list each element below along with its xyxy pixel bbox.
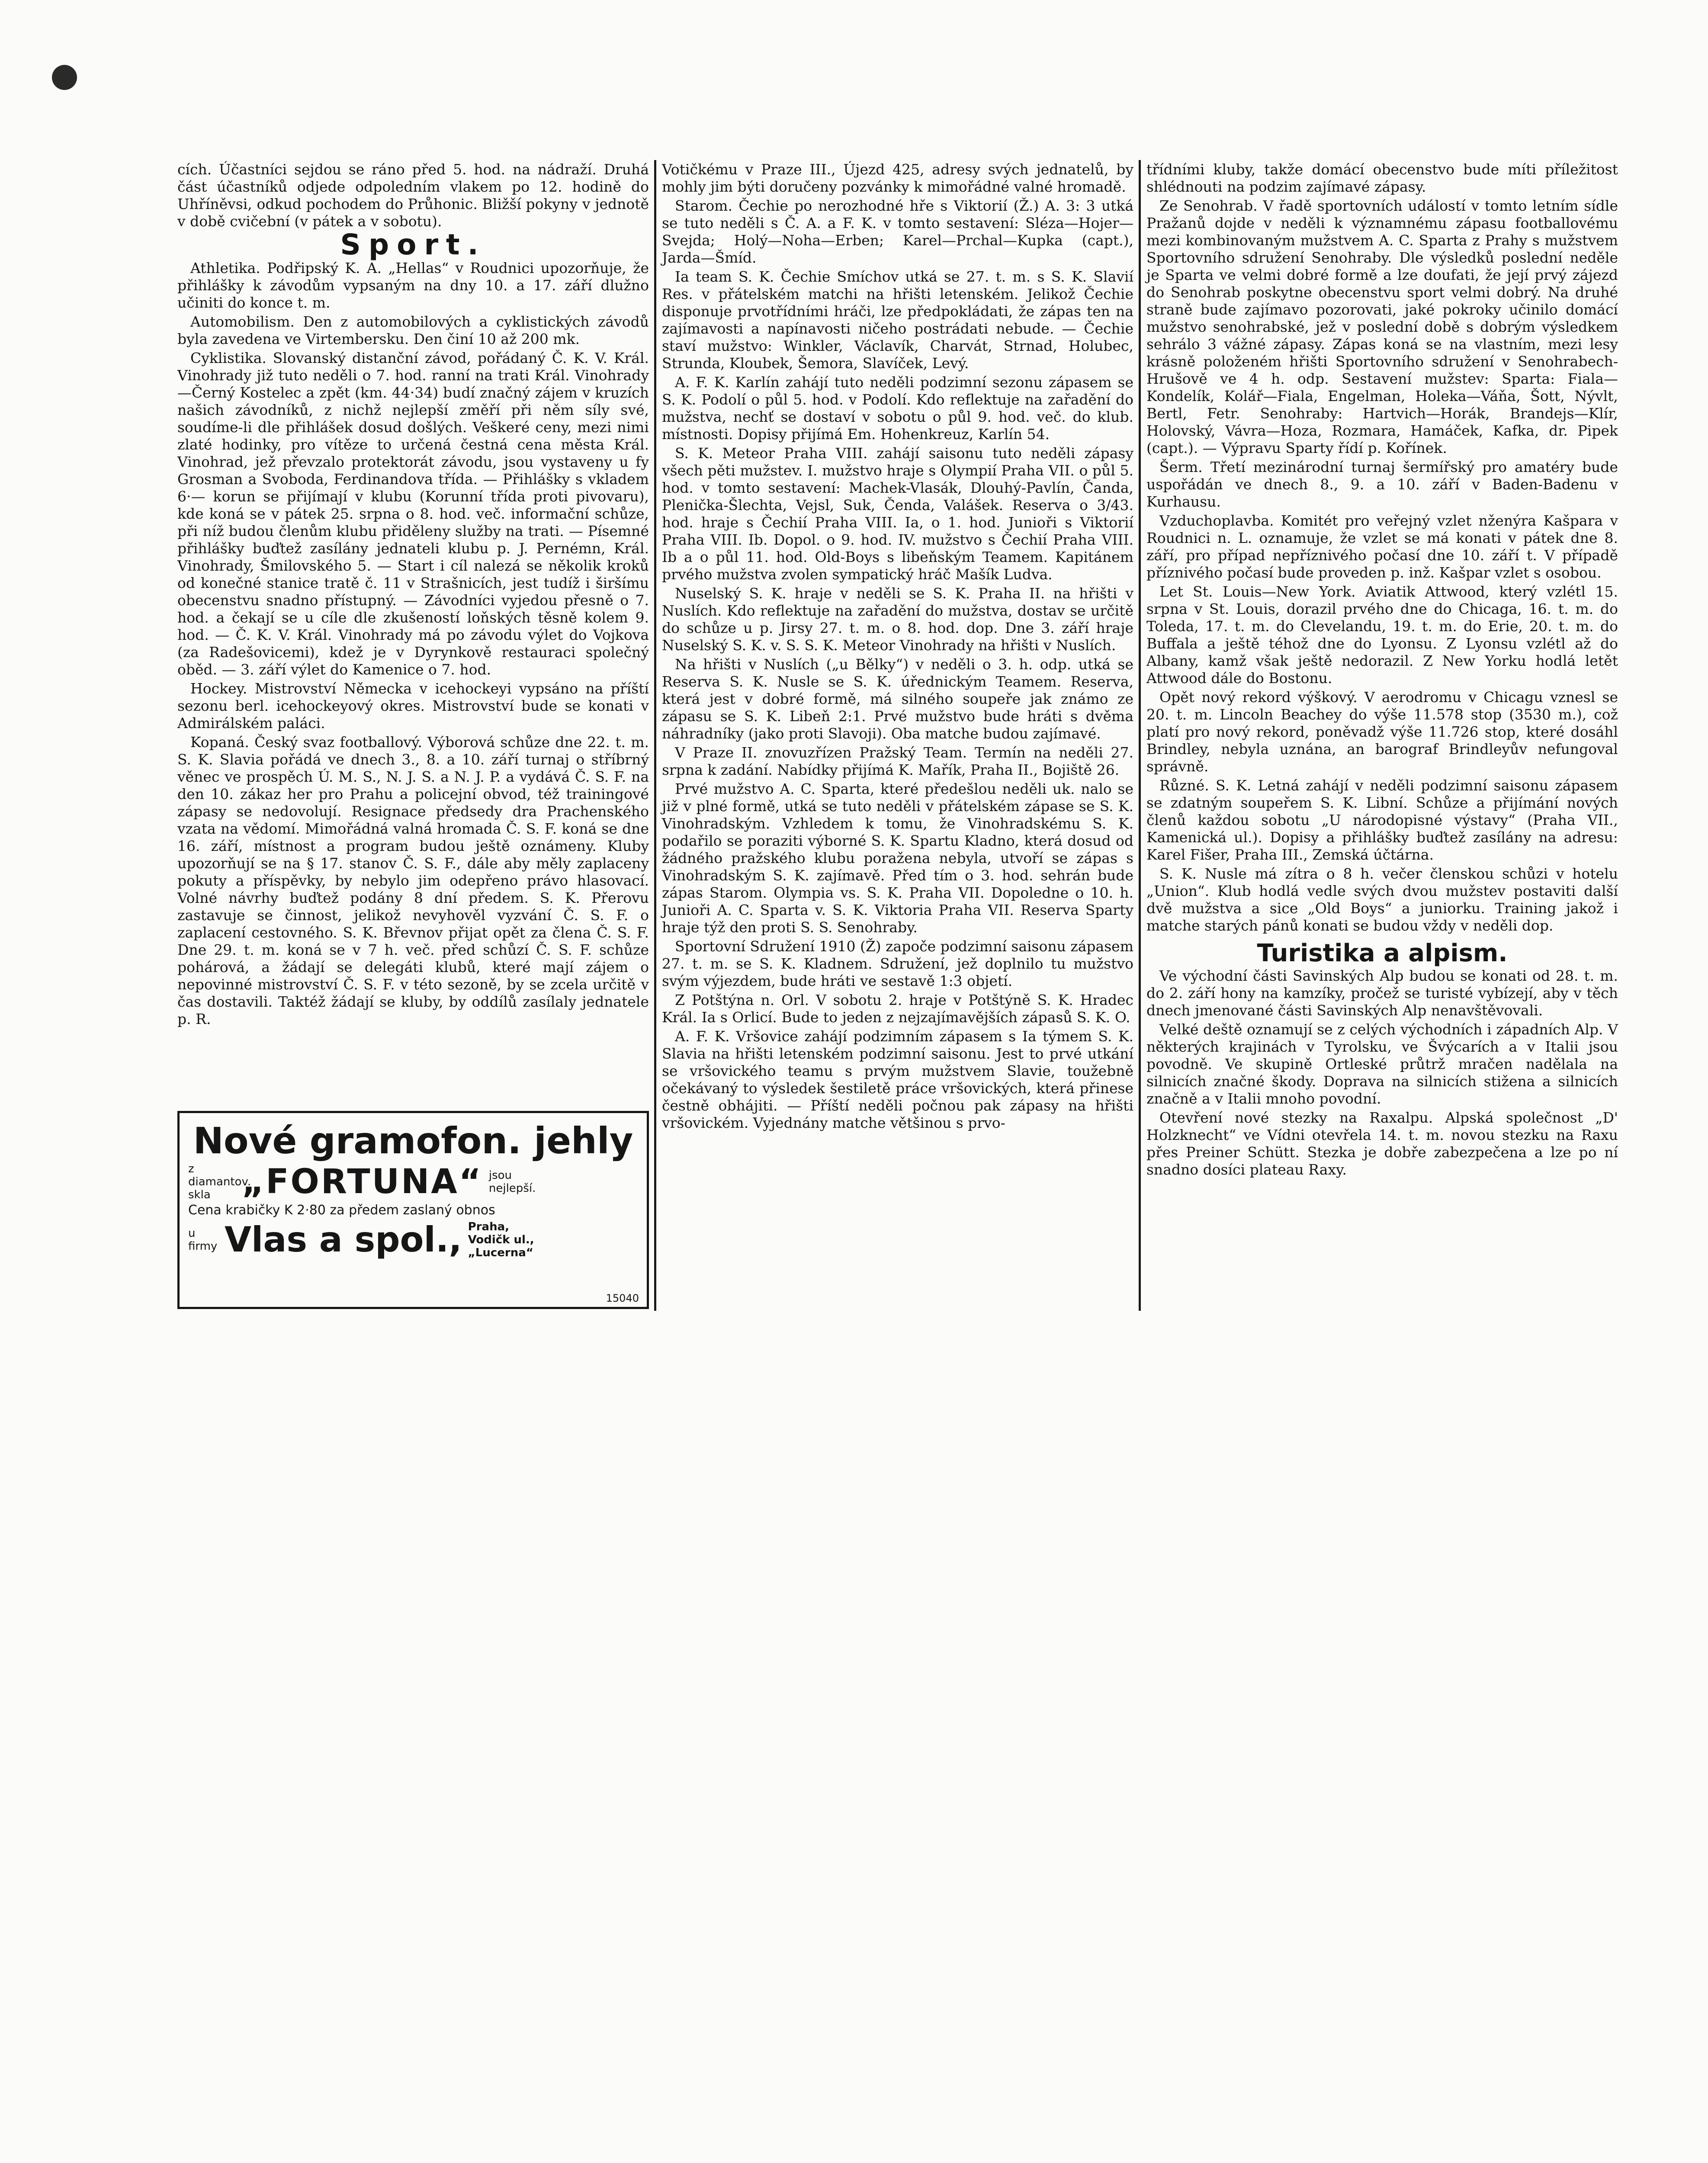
article-text: třídními kluby, takže domácí obecenstvo bude míti příležitost shlédnouti na podzim zajímavé zápasy. [1146,161,1618,195]
article-text: cích. Účastníci sejdou se ráno před 5. hod. na nádraží. Druhá část účastníků odjede odpoledním vlakem po 12. hodině do Uhříněvsi, odkud pochodem do Průhonic. Bližší pokyny v jednotě v době cvičební (v pátek a v sobotu). [177,161,649,230]
article-cyklistika: Cyklistika. Slovanský distanční závod, pořádaný Č. K. V. Král. Vinohrady již tuto neděli o 7. hod. ranní na trati Král. Vinohrady—Černý Kostelec a zpět (km. 44·34) budí značný zájem v kruzích našich závodníků, z nichž nejlepší změří při něm síly své, soudíme-li dle přihlášek dosud došlých. Veškeré ceny, mezi nimi zlaté hodinky, pro vítěze to určená čestná cena města Král. Vinohrad, jež převzalo protektorát závodu, jsou vystaveny u fy Grosman a Svoboda, Ferdinandova třída. — Přihlášky s vkladem 6·— korun se přijímají v klubu (Korunní třída proti pivovaru), kde koná se v pátek 25. srpna o 8. hod. več. informační schůze, při níž budou členům klubu přiděleny služby na trati. — Písemné přihlášky buďtež zasílány jednateli klubu p. J. Pernémn, Král. Vinohrady, Šmilovského 5. — Start i cíl nalezá se několik kroků od konečné stanice tratě č. 11 v Strašnicích, jest tudíž i širšímu obecenstvu snadno přístupný. — Závodníci vyjedou přesně o 7. hod. a čekají se u cíle dle zkušeností loňských těsně kolem 9. hod. — Č. K. V. Král. Vinohrady má po závodu výlet do Vojkova (za Radešovicemi), kdež je v Dyrynkově restauraci společný oběd. — 3. září výlet do Kamenice o 7. hod. [177,350,649,678]
newspaper-column-2 [662,161,1133,1133]
article-text: Let St. Louis—New York. Aviatik Attwood, který vzlétl 15. srpna v St. Louis, dorazil prvého dne do Chicaga, 16. t. m. do Toleda, 17. t. m. do Clevelandu, 19. t. m. do Erie, 20. t. m. do Buffala a ještě téhož dne do Lyonsu. Z Lyonsu vzlétl až do Albany, kamž však ještě nedorazil. Z New Yorku hodlá letět Attwood dále do Bostonu. [1146,583,1618,687]
ad-quality-note: jsou nejlepší. [488,1169,536,1195]
ad-address: Praha, Vodičk ul., „Lucerna“ [468,1220,534,1259]
ad-firm-prefix: u firmy [188,1226,218,1253]
article-automobilism: Automobilism. Den z automobilových a cyklistických závodů byla zavedena ve Virtembersku. Den činí 10 až 200 mk. [177,313,649,347]
article-kopana: Kopaná. Český svaz footballový. Výborová schůze dne 22. t. m. S. K. Slavia pořádá ve dnech 3., 8. a 10. září turnaj o stříbrný věnec ve prospěch Ú. M. S., N. J. S. a N. J. P. a vydává Č. S. F. na den 10. zákaz her pro Prahu a policejní obvod, též trainingové zápasy se nedovolují. Resignace předsedy dra Prachenského vzata na vědomí. Mimořádná valná hromada Č. S. F. koná se dne 16. září, místnost a program budou ještě oznámeny. Kluby upozorňují se na § 17. stanov Č. S. F., dále aby měly zaplaceny pokuty a příspěvky, by nebylo jim odepřeno právo hlasovací. Volné návrhy buďtež podány 8 dní předem. S. K. Přerovu zastavuje se činnost, jelikož nevyhověl vyzvání Č. S. F. o zaplacení cestovného. S. K. Břevnov přijat opět za člena Č. S. F. Dne 29. t. m. koná se v 7 h. več. před schůzí Č. S. F. schůze pohárová, a žádají se delegáti klubů, které mají zájem o nepovinné mistrovství Č. S. F. v této sezoně, by se zcela určitě v čas dostavili. Taktéž žádají se kluby, by oddílů zasílaly jednatele p. R. [177,734,649,1027]
ad-headline: Nové gramofon. jehly [193,1120,633,1162]
article-text: Z Potštýna n. Orl. V sobotu 2. hraje v Potštýně S. K. Hradec Král. Ia s Orlicí. Bude to jeden z nejzajímavějších zápasů S. K. O. [662,992,1133,1026]
gramophone-needle-advertisement [177,1111,649,1309]
ad-brand: „FORTUNA“ [242,1162,483,1201]
article-text: Různé. S. K. Letná zahájí v neděli podzimní saisonu zápasem se zdatným soupeřem S. K. Libní. Schůze a přijímání nových členů každou sobotu „U národopisné výstavy“ (Praha VII., Kamenická ul.). Dopisy a přihlášky buďtež zasílány na adresu: Karel Fišer, Praha III., Zemská účtárna. [1146,777,1618,863]
article-text: Otevření nové stezky na Raxalpu. Alpská společnost „D' Holzknecht“ ve Vídni otevřela 14. t. m. novou stezku na Raxu přes Preiner Schütt. Stezka je dobře zabezpečena a lze po ní snadno dosíci plateau Raxy. [1146,1109,1618,1178]
article-text: Vzduchoplavba. Komitét pro veřejný vzlet nženýra Kašpara v Roudnici n. L. oznamuje, že vzlet se má konati v pátek dne 8. září, pro případ nepříznivého počasí dne 10. září t. V případě příznivého počasí bude proveden p. inž. Kašpar vzlet s osobou. [1146,512,1618,581]
newspaper-column-1 [177,161,649,1030]
article-hockey: Hockey. Mistrovství Německa v icehockeyi vypsáno na příští sezonu berl. icehockeyový okres. Mistrovství bude se konati v Admirálském paláci. [177,680,649,732]
article-text: Starom. Čechie po nerozhodné hře s Viktorií (Ž.) A. 3: 3 utká se tuto neděli s Č. A. a F. K. v tomto sestavení: Sléza—Hojer—Svejda; Holý—Noha—Erben; Karel—Prchal—Kupka (capt.), Jarda—Šmíd. [662,197,1133,266]
article-text: Velké deště oznamují se z celých východních i západních Alp. V některých krajinách v Tyrolsku, ve Švýcarích a v Italii jsou povodně. Ve skupině Ortleské průtrž mračen nadělala na silnicích značné škody. Doprava na silnicích stižena a silnicích značně a v Italii mnoho povodní. [1146,1021,1618,1107]
article-text: Nuselský S. K. hraje v neděli se S. K. Praha II. na hřišti v Nuslích. Kdo reflektuje na zařadění do mužstva, dostav se určitě do schůze u p. Jirsy 27. t. m. o 8. hod. dop. Dne 3. září hraje Nuselský S. K. v. S. S. K. Meteor Vinohrady na hřišti v Nuslích. [662,585,1133,654]
scan-corner-blot [52,65,77,90]
article-text: Ze Senohrab. V řadě sportovních událostí v tomto letním sídle Pražanů dojde v neděli k významnému zápasu footballovému mezi kombinovaným mužstvem A. C. Sparta z Prahy s mužstvem Sportovního sdružení Senohraby. Dle výsledků poslední neděle je Sparta ve velmi dobré formě a lze doufati, že její prvý zájezd do Senohrab poskytne obecenstvu sport velmi dobrý. Na druhé straně bude zajímavo pozorovati, jaké pokroky učinilo domácí mužstvo senohrabské, jež v poslední době s dobrým výsledkem sehrálo 3 vážné zápasy. Zápas koná se na vlastním, mezi lesy krásně položeném hřišti Sportovního sdružení v Senohrabech-Hrušově ve 4 h. odp. Sestavení mužstev: Sparta: Fiala—Kondelík, Kolář—Fiala, Engelman, Holeka—Váňa, Šott, Nývlt, Bertl, Fetr. Senohraby: Hartvich—Horák, Brandejs—Klír, Holovský, Vávra—Hoza, Rozmara, Hamáček, Kafka, dr. Pipek (capt.). — Výpravu Sparty řídí p. Kořínek. [1146,197,1618,456]
sport-heading: Sport. [340,228,486,261]
newspaper-column-3 [1146,161,1618,1180]
column-rule [654,160,656,1311]
article-text: Votičkému v Praze III., Újezd 425, adresy svých jednatelů, by mohly jim býti doručeny pozvánky k mimořádné valné hromadě. [662,161,1133,195]
article-text: V Praze II. znovuzřízen Pražský Team. Termín na neděli 27. srpna k zadání. Nabídky přijímá K. Mařík, Praha II., Bojiště 26. [662,744,1133,778]
ad-number: 15040 [606,1292,639,1304]
article-text: S. K. Meteor Praha VIII. zahájí saisonu tuto neděli zápasy všech pěti mužstev. I. mužstvo hraje s Olympií Praha VII. o půl 5. hod. v tomto sestavení: Machek-Vlasák, Dlouhý-Pavlín, Čanda, Plenička-Šlechta, Vejsl, Suk, Čenda, Valášek. Reserva o 3/43. hod. hraje s Čechií Praha VIII. Ia, o 1. hod. Junioři s Viktorií Praha VIII. Ib. Dopol. o 9. hod. IV. mužstvo s Čechií Praha VIII. Ib a o půl 11. hod. Old-Boys s libeňským Teamem. Kapitánem prvého mužstva zvolen sympatický hráč Mašík Ludva. [662,445,1133,583]
article-text: Prvé mužstvo A. C. Sparta, které předešlou neděli uk. nalo se již v plné formě, utká se tuto neděli v přátelském zápase se S. K. Vinohradským. Vzhledem k tomu, že Vinohradskému S. K. podařilo se poraziti výborné S. K. Spartu Kladno, která dosud od žádného pražského klubu poražena nebyla, utvoří se zápas s Vinohradským S. K. zajímavě. Před tím o 3. hod. sehrán bude zápas Starom. Olympia vs. S. K. Praha VII. Dopoledne o 10. h. Junioři A. C. Sparta v. S. K. Viktoria Praha VII. Reserva Sparty hraje týž den proti S. S. Senohraby. [662,780,1133,936]
article-text: Sportovní Sdružení 1910 (Ž) započe podzimní saisonu zápasem 27. t. m. se S. K. Kladnem. Sdružení, jež doplnilo tu mužstvo svým výjezdem, bude hráti ve sestavě 1:3 objetí. [662,938,1133,989]
column-rule [1139,160,1141,1311]
article-text: Ia team S. K. Čechie Smíchov utká se 27. t. m. s S. K. Slavií Res. v přátelském matchi na hřišti letenském. Jelikož Čechie disponuje prvotřídními hráči, lze předpokládati, že zápas ten na zajímavosti a napínavosti ničeho postrádati nebude. — Čechie staví mužstvo: Winkler, Václavík, Charvát, Strnad, Holubec, Strunda, Kloubek, Šemora, Slavíček, Levý. [662,268,1133,372]
article-text: A. F. K. Vršovice zahájí podzimním zápasem s Ia týmem S. K. Slavia na hřišti letenském podzimní saisonu. Jest to prvé utkání se vršovického teamu s prvým mužstvem Slavie, toužebně očekávaný to výsledek šestiletě práce vršovických, která přinese čestně obhájiti. — Příští neděli počnou pak zápasy na hřišti vršovickém. Vyjednány matche většinou s prvo- [662,1028,1133,1131]
article-text: Šerm. Třetí mezinárodní turnaj šermířský pro amatéry bude uspořádán ve dnech 8., 9. a 10. září v Baden-Badenu v Kurhausu. [1146,459,1618,510]
ad-price-line: Cena krabičky K 2·80 za předem zaslaný obnos [188,1203,495,1218]
article-athletika: Athletika. Podřipský K. A. „Hellas“ v Roudnici upozorňuje, že přihlášky k závodům vypsaným na dny 10. a 17. září dlužno učiniti do konce t. m. [177,260,649,311]
article-text: Ve východní části Savinských Alp budou se konati od 28. t. m. do 2. září hony na kamzíky, pročež se turisté vybízejí, aby v těch dnech jmenované části Savinských Alp nenavštěvovali. [1146,967,1618,1019]
article-text: Na hřišti v Nuslích („u Bělky“) v neděli o 3. h. odp. utká se Reserva S. K. Nusle se S. K. úřednickým Teamem. Reserva, která jest v dobré formě, má silného soupeře jak známo ze zápasu se S. K. Libeň 2:1. Prvé mužstvo bude hráti s dvěma náhradníky (jako proti Slavoji). Oba matche budou zajímavé. [662,656,1133,742]
tourism-heading: Turistika a alpism. [1257,939,1508,967]
article-text: A. F. K. Karlín zahájí tuto neděli podzimní sezonu zápasem se S. K. Podolí o půl 5. hod. v Podolí. Kdo reflektuje na zařadění do mužstva, nechť se dostaví v sobotu o půl 9. hod. več. do klub. místnosti. Dopisy přijímá Em. Hohenkreuz, Karlín 54. [662,374,1133,443]
ad-material-note: z diamantov. skla [188,1162,251,1201]
article-text: S. K. Nusle má zítra o 8 h. večer členskou schůzi v hotelu „Union“. Klub hodlá vedle svých dvou mužstev postaviti další dvě mužstva a sice „Old Boys“ a juniorku. Training jakož i matche starých pánů konati se budou vždy v neděli dop. [1146,865,1618,934]
ad-firm-name: Vlas a spol., [225,1219,462,1260]
article-text: Opět nový rekord výškový. V aerodromu v Chicagu vznesl se 20. t. m. Lincoln Beachey do výše 11.578 stop (3530 m.), což platí pro nový rekord, poněvadž výše 11.726 stop, které dosáhl Brindley, nebyla uznána, an barograf Brindleyův nefungoval správně. [1146,689,1618,775]
